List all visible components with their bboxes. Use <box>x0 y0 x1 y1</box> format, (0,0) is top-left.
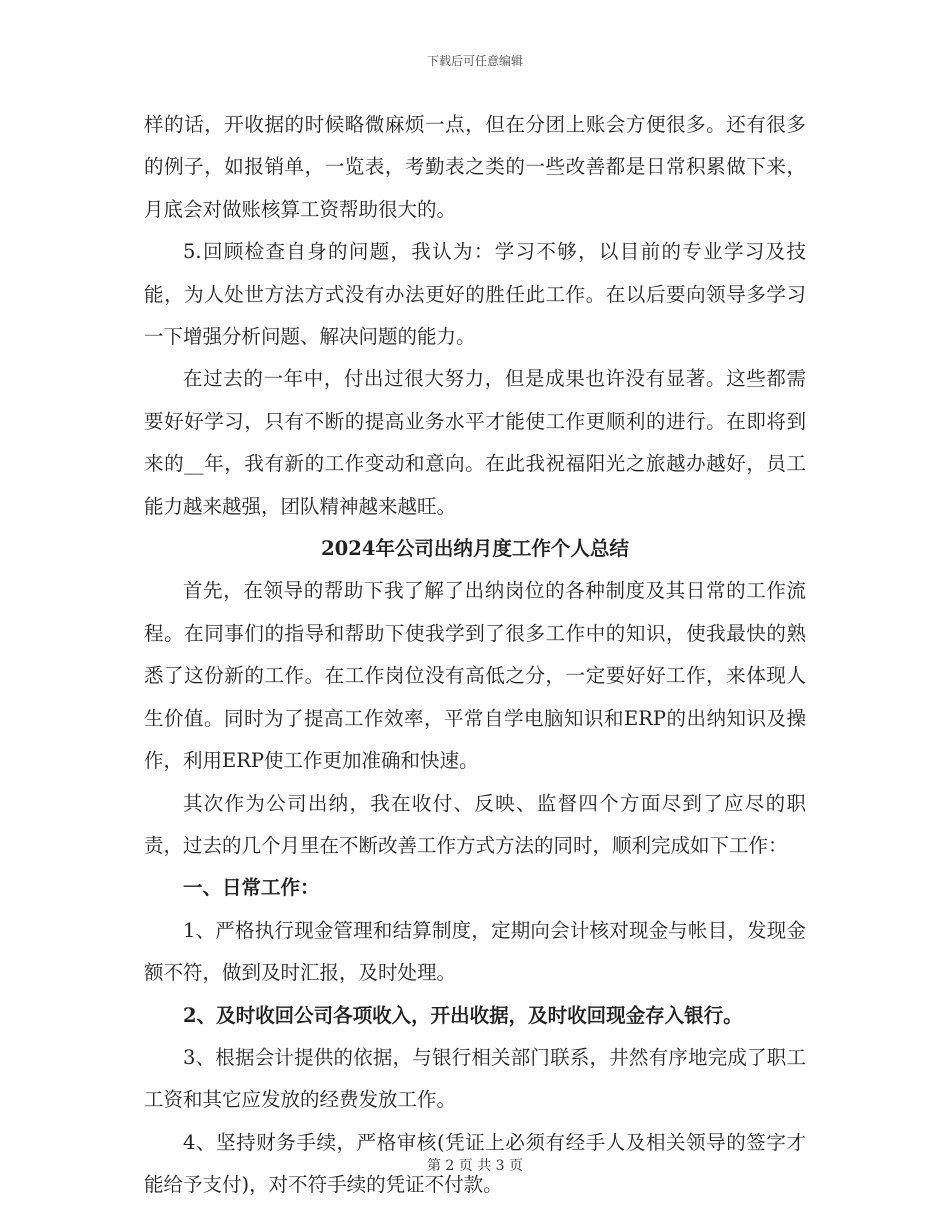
list-item-4: 4、坚持财务手续，严格审核(凭证上必须有经手人及相关领导的签字才能给予支付)，对不符手续的凭证不付款。 <box>144 1130 806 1197</box>
list-item-2: 2、及时收回公司各项收入，开出收据，及时收回现金存入银行。 <box>183 1003 743 1027</box>
paragraph-second: 其次作为公司出纳，我在收付、反映、监督四个方面尽到了应尽的职责，过去的几个月里在不断改善工作方式方法的同时，顺利完成如下工作： <box>144 791 806 857</box>
paragraph-first: 首先，在领导的帮助下我了解了出纳岗位的各种制度及其日常的工作流程。在同事们的指导和帮助下使我学到了很多工作中的知识，使我最快的熟悉了这份新的工作。在工作岗位没有高低之分，一定要好好工作，来体现人生价值。同时为了提高工作效率，平常自学电脑知识和ERP的出纳知识及操作，利用ERP使工作更加准确和快速。 <box>144 579 806 773</box>
section-title: 2024年公司出纳月度工作个人总结 <box>321 537 629 561</box>
document-body <box>144 104 806 1207</box>
list-item-1: 1、严格执行现金管理和结算制度，定期向会计核对现金与帐目，发现金额不符，做到及时汇报，及时处理。 <box>144 918 806 985</box>
list-item-3: 3、根据会计提供的依据，与银行相关部门联系，井然有序地完成了职工工资和其它应发放的经费发放工作。 <box>144 1045 806 1112</box>
paragraph-continuation: 样的话，开收据的时候略微麻烦一点，但在分团上账会方便很多。还有很多的例子，如报销单，一览表，考勤表之类的一些改善都是日常积累做下来，月底会对做账核算工资帮助很大的。 <box>144 113 806 221</box>
page-header: 下载后可任意编辑 <box>426 54 523 68</box>
heading-daily-work: 一、日常工作： <box>183 876 320 900</box>
paragraph-past-year: 在过去的一年中，付出过很大努力，但是成果也许没有显著。这些都需要好好学习，只有不断的提高业务水平才能使工作更顺利的进行。在即将到来的__年，我有新的工作变动和意向。在此我祝福阳光之旅越办越好，员工能力越来越强，团队精神越来越旺。 <box>144 367 806 518</box>
paragraph-self-review: 5.回顾检查自身的问题，我认为：学习不够，以目前的专业学习及技能，为人处世方法方式没有办法更好的胜任此工作。在以后要向领导多学习一下增强分析问题、解决问题的能力。 <box>144 240 806 349</box>
page-footer: 第 2 页 共 3 页 <box>426 1158 524 1174</box>
